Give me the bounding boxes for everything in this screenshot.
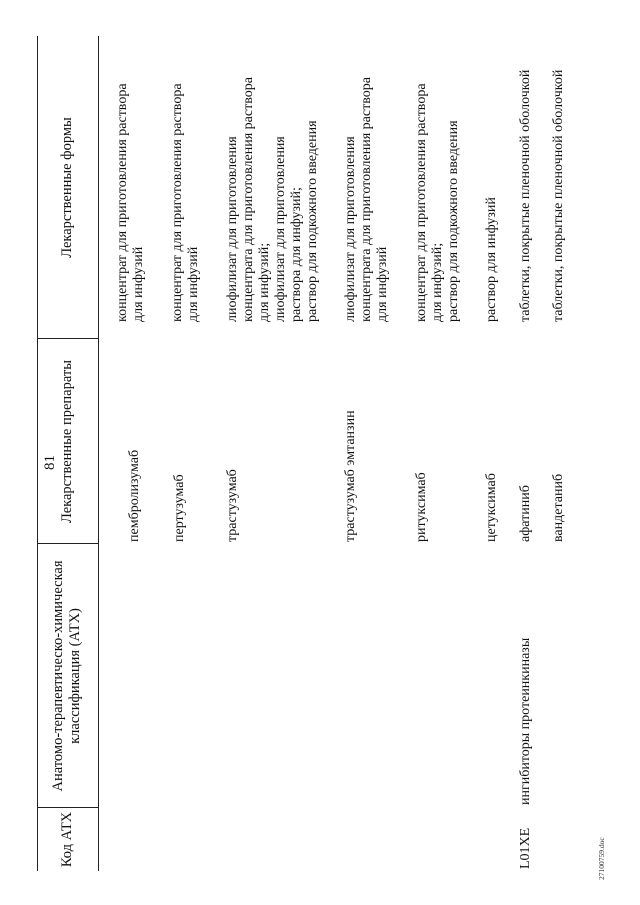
header-atc-line-1: Анатомо-терапевтическо-химическая [50, 560, 66, 792]
form-line: концентрата для приготовления раствора [241, 77, 256, 322]
header-bottom-rule [98, 36, 99, 871]
form-line: лиофилизат для приготовления [273, 136, 288, 322]
drug-name: вандетаниб [551, 473, 566, 542]
form-line: концентрата для приготовления раствора [359, 77, 374, 322]
drug-name: афатиниб [518, 485, 533, 542]
drug-forms [484, 197, 500, 322]
drug-forms [170, 83, 202, 322]
drug-name: цетуксимаб [484, 473, 499, 542]
header-atc [50, 544, 84, 808]
form-line: раствор для инфузий [484, 197, 499, 322]
form-line: концентрат для приготовления раствора [414, 83, 429, 322]
form-line: для инфузий [131, 246, 146, 322]
drug-name: ритуксимаб [414, 472, 429, 542]
drug-name: трастузумаб эмтанзин [343, 410, 358, 542]
form-line: таблетки, покрытые пленочной оболочкой [518, 69, 533, 322]
drug-name: пертузумаб [172, 474, 187, 542]
document-id: 27100759.doc [597, 837, 606, 880]
drug-forms [115, 83, 147, 322]
page-number: 81 [42, 455, 58, 470]
form-line: концентрат для приготовления раствора [115, 83, 130, 322]
form-line: для инфузий; [430, 242, 445, 322]
form-line: раствор для подкожного введения [446, 120, 461, 322]
atc-code: L01XE [518, 827, 533, 869]
header-code: Код АТХ [59, 811, 75, 868]
drug-name: трастузумаб [225, 469, 240, 542]
form-line: лиофилизат для приготовления [343, 136, 358, 322]
form-line: для инфузий; [257, 242, 272, 322]
drug-name: пембролизумаб [127, 449, 142, 542]
header-atc-line-2: классификация (АТХ) [67, 608, 83, 744]
drug-forms [414, 83, 462, 322]
header-drugs: Лекарственные препараты [59, 360, 75, 524]
form-line: таблетки, покрытые пленочной оболочкой [551, 69, 566, 322]
form-line: концентрат для приготовления раствора [170, 83, 185, 322]
table-top-rule [37, 36, 38, 871]
form-line: для инфузий [375, 246, 390, 322]
drug-forms [225, 77, 321, 322]
drug-forms [343, 77, 391, 322]
form-line: раствора для инфузий; [289, 187, 304, 322]
drug-forms [551, 70, 567, 322]
form-line: для инфузий [186, 246, 201, 322]
drug-forms [518, 70, 534, 322]
header-forms: Лекарственные формы [59, 117, 75, 258]
form-line: раствор для подкожного введения [305, 120, 320, 322]
form-line: лиофилизат для приготовления [225, 136, 240, 322]
atc-classification: ингибиторы протеинкиназы [518, 637, 533, 805]
